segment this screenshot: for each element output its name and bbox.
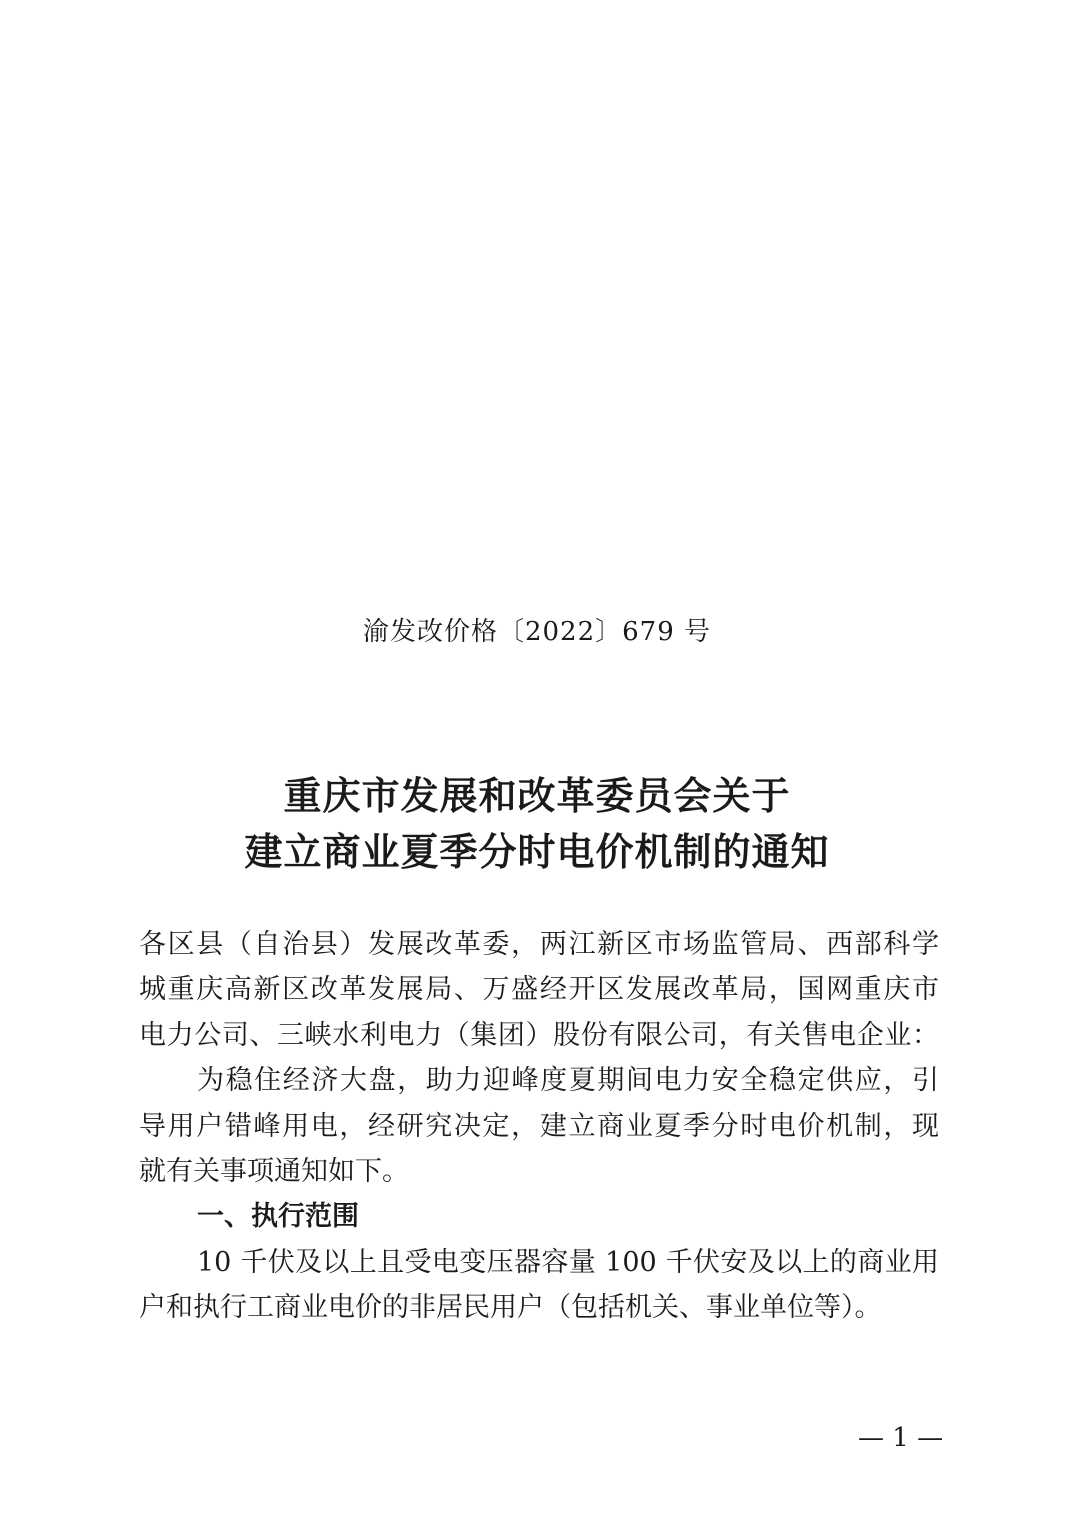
section-heading: 一、执行范围 [197,1201,359,1233]
section-line: 10 千伏及以上且受电变压器容量 100 千伏安及以上的商业用 [197,1246,939,1278]
intro-line: 导用户错峰用电，经研究决定，建立商业夏季分时电价机制，现 [139,1110,939,1142]
intro-paragraph [139,1058,939,1194]
document-body [139,922,939,1331]
title-line-2: 建立商业夏季分时电价机制的通知 [244,829,830,874]
page-number: — 1 — [858,1423,944,1453]
section-line: 户和执行工商业电价的非居民用户（包括机关、事业单位等）。 [139,1292,882,1324]
intro-line: 为稳住经济大盘，助力迎峰度夏期间电力安全稳定供应，引 [197,1065,939,1097]
addressee-line: 城重庆高新区改革发展局、万盛经开区发展改革局，国网重庆市 [139,974,939,1006]
intro-line: 就有关事项通知如下。 [139,1156,409,1188]
addressee-line: 电力公司、三峡水利电力（集团）股份有限公司，有关售电企业： [139,1019,939,1051]
document-title [0,768,1074,880]
document-number: 渝发改价格〔2022〕679 号 [362,617,712,647]
section-paragraph [139,1240,939,1331]
addressee-paragraph [139,922,939,1058]
addressee-line: 各区县（自治县）发展改革委，两江新区市场监管局、西部科学 [139,929,939,960]
title-line-1: 重庆市发展和改革委员会关于 [283,773,791,818]
